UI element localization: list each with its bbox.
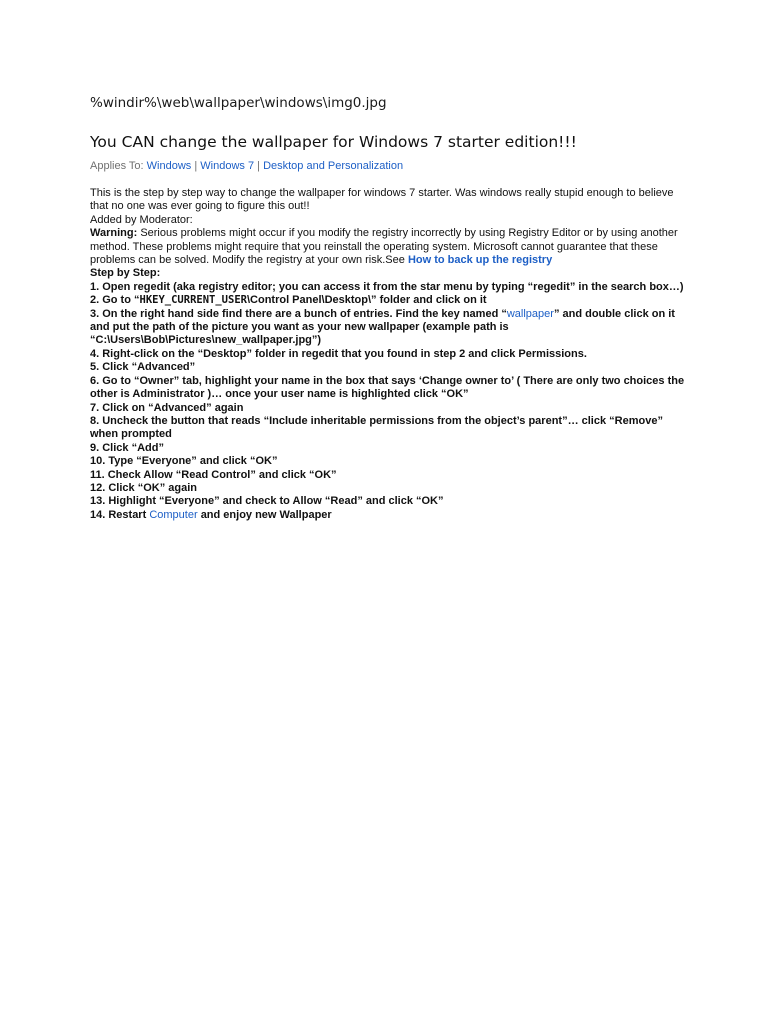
applies-to-line [90, 159, 690, 173]
step-item: 7. Click on “Advanced” again [90, 401, 244, 414]
added-by-line: Added by Moderator: [90, 213, 193, 226]
warning-paragraph [90, 227, 690, 267]
step-item: 12. Click “OK” again [90, 481, 197, 494]
applies-to-label: Applies To: [90, 160, 144, 172]
step-item: 10. Type “Everyone” and click “OK” [90, 455, 278, 468]
step-item: 9. Click “Add” [90, 441, 164, 454]
wallpaper-link[interactable]: wallpaper [506, 307, 554, 320]
step-item: 4. Right-click on the “Desktop” folder in regedit that you found in step 2 and click Permissions. [90, 347, 587, 360]
step-3-suffix: ” and double click on it and put the path of the picture you want as your new wallpaper (example path is “C:\Users\Bob\Pictures\new_wallpaper.jpg”) [90, 307, 675, 347]
step-item: 1. Open regedit (aka registry editor; you can access it from the star menu by typing “regedit” in the search box…) [90, 280, 684, 293]
document-page [90, 90, 690, 522]
warning-label: Warning: [90, 227, 138, 240]
applies-separator: | [257, 160, 260, 172]
step-item [90, 308, 690, 348]
step-2-suffix: \Control Panel\Desktop\” folder and click on it [246, 294, 487, 307]
registry-key-name: HKEY_CURRENT_USER [139, 294, 247, 307]
warning-text: Serious problems might occur if you modify the registry incorrectly by using Registry Editor or by using another method. These problems might require that you reinstall the operating system. Microsoft cannot guarantee that these problems can be solved. Modify the registry at your own risk.See [90, 227, 678, 267]
step-item: 5. Click “Advanced” [90, 361, 196, 374]
applies-link-windows[interactable]: Windows [146, 160, 192, 172]
page-title: You CAN change the wallpaper for Windows 7 starter edition!!! [90, 133, 577, 151]
applies-link-windows-7[interactable]: Windows 7 [200, 160, 255, 172]
step-item [90, 509, 690, 522]
step-14-suffix: and enjoy new Wallpaper [200, 508, 332, 521]
step-item [90, 294, 690, 307]
wallpaper-path-line: %windir%\web\wallpaper\windows\img0.jpg [90, 95, 387, 111]
step-item: 13. Highlight “Everyone” and check to Allow “Read” and click “OK” [90, 495, 444, 508]
step-3-prefix: 3. On the right hand side find there are a bunch of entries. Find the key named “ [90, 307, 507, 320]
steps-list [90, 281, 690, 522]
applies-link-desktop-personalization[interactable]: Desktop and Personalization [263, 160, 404, 172]
step-item: 11. Check Allow “Read Control” and click “OK” [90, 468, 337, 481]
step-2-prefix: 2. Go to “ [90, 294, 140, 307]
article-body [90, 187, 690, 522]
applies-separator: | [194, 160, 198, 172]
step-item: 8. Uncheck the button that reads “Include inheritable permissions from the object’s parent”… click “Remove” when prompted [90, 414, 663, 441]
backup-registry-link[interactable]: How to back up the registry [407, 254, 553, 267]
intro-paragraph: This is the step by step way to change the wallpaper for windows 7 starter. Was windows really stupid enough to believe that no one was ever going to figure this out!! [90, 187, 674, 213]
steps-heading: Step by Step: [90, 267, 161, 280]
computer-link[interactable]: Computer [149, 508, 198, 521]
step-14-prefix: 14. Restart [90, 508, 147, 521]
step-item: 6. Go to “Owner” tab, highlight your name in the box that says ‘Change owner to’ ( There are only two choices the other is Administrator )… once your user name is highlighted click “OK” [90, 374, 685, 401]
